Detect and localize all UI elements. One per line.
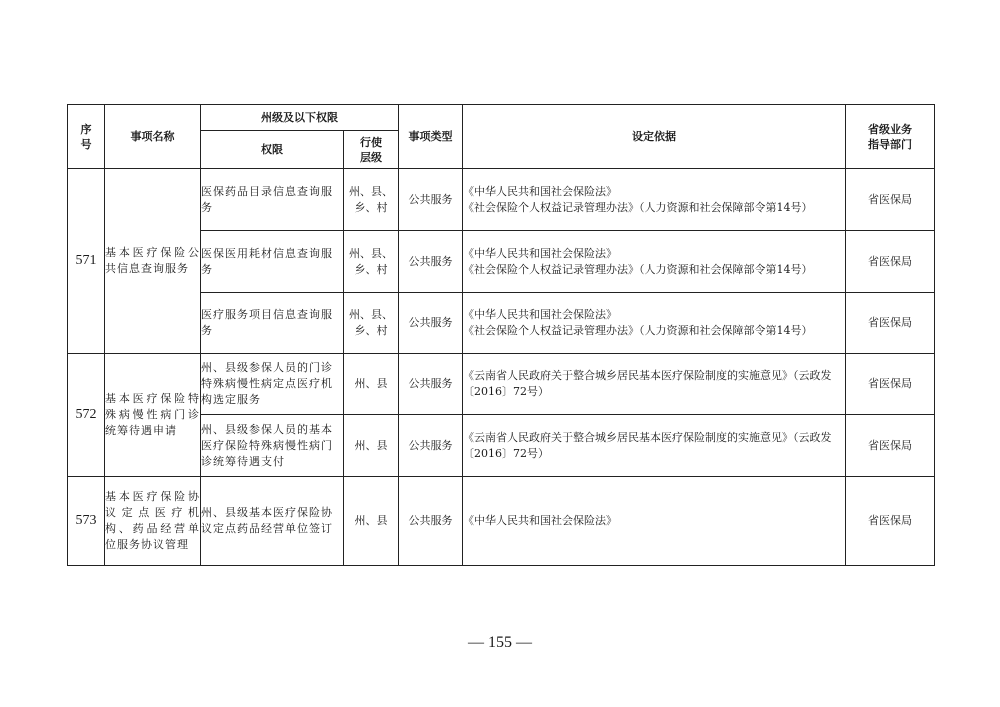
type-cell: 公共服务 — [399, 231, 463, 293]
table-row — [68, 169, 935, 231]
level-cell: 州、县 — [344, 415, 399, 477]
item-name: 基本医疗保险特殊病慢性病门诊统筹待遇申请 — [105, 354, 201, 477]
level-cell: 州、县、乡、村 — [344, 169, 399, 231]
header-type: 事项类型 — [399, 105, 463, 169]
basis-cell — [463, 293, 846, 354]
level-cell: 州、县、乡、村 — [344, 231, 399, 293]
dept-cell: 省医保局 — [846, 293, 935, 354]
dept-cell: 省医保局 — [846, 415, 935, 477]
dept-cell: 省医保局 — [846, 231, 935, 293]
page-number: — 155 — — [468, 634, 532, 651]
basis-line: 《社会保险个人权益记录管理办法》（人力资源和社会保障部令第14号） — [463, 324, 813, 337]
authority-table — [67, 104, 935, 566]
header-group: 州级及以下权限 — [201, 105, 399, 131]
item-name: 基本医疗保险公共信息查询服务 — [105, 169, 201, 354]
basis-line: 《社会保险个人权益记录管理办法》（人力资源和社会保障部令第14号） — [463, 200, 813, 214]
type-cell: 公共服务 — [399, 477, 463, 566]
basis-line: 《中华人民共和国社会保险法》 — [463, 246, 617, 260]
dept-cell: 省医保局 — [846, 354, 935, 415]
header-basis: 设定依据 — [463, 105, 846, 169]
basis-line: 《中华人民共和国社会保险法》 — [463, 308, 617, 321]
type-cell: 公共服务 — [399, 354, 463, 415]
header-seq: 序号 — [68, 105, 105, 169]
type-cell: 公共服务 — [399, 169, 463, 231]
table-row — [68, 354, 935, 415]
basis-line: 《社会保险个人权益记录管理办法》（人力资源和社会保障部令第14号） — [463, 262, 813, 276]
level-cell: 州、县、乡、村 — [344, 293, 399, 354]
dept-cell: 省医保局 — [846, 477, 935, 566]
header-item-name: 事项名称 — [105, 105, 201, 169]
authority-cell: 医保医用耗材信息查询服务 — [201, 231, 344, 293]
table-row — [68, 477, 935, 566]
item-name: 基本医疗保险协议定点医疗机构、药品经营单位服务协议管理 — [105, 477, 201, 566]
basis-cell — [463, 169, 846, 231]
level-cell: 州、县 — [344, 477, 399, 566]
level-cell: 州、县 — [344, 354, 399, 415]
header-level: 行使层级 — [344, 131, 399, 169]
header-authority: 权限 — [201, 131, 344, 169]
header-dept: 省级业务指导部门 — [846, 105, 935, 169]
basis-cell — [463, 231, 846, 293]
type-cell: 公共服务 — [399, 293, 463, 354]
basis-cell: 《云南省人民政府关于整合城乡居民基本医疗保险制度的实施意见》（云政发〔2016〕72号） — [463, 415, 846, 477]
basis-cell: 《云南省人民政府关于整合城乡居民基本医疗保险制度的实施意见》（云政发〔2016〕72号） — [463, 354, 846, 415]
basis-cell: 《中华人民共和国社会保险法》 — [463, 477, 846, 566]
row-number: 571 — [68, 169, 105, 354]
authority-cell: 州、县级参保人员的基本医疗保险特殊病慢性病门诊统筹待遇支付 — [201, 415, 344, 477]
authority-cell: 州、县级参保人员的门诊特殊病慢性病定点医疗机构选定服务 — [201, 354, 344, 415]
row-number: 573 — [68, 477, 105, 566]
basis-line: 《中华人民共和国社会保险法》 — [463, 184, 617, 198]
dept-cell: 省医保局 — [846, 169, 935, 231]
row-number: 572 — [68, 354, 105, 477]
authority-cell: 医保药品目录信息查询服务 — [201, 169, 344, 231]
authority-cell: 医疗服务项目信息查询服务 — [201, 293, 344, 354]
authority-cell: 州、县级基本医疗保险协议定点药品经营单位签订 — [201, 477, 344, 566]
type-cell: 公共服务 — [399, 415, 463, 477]
